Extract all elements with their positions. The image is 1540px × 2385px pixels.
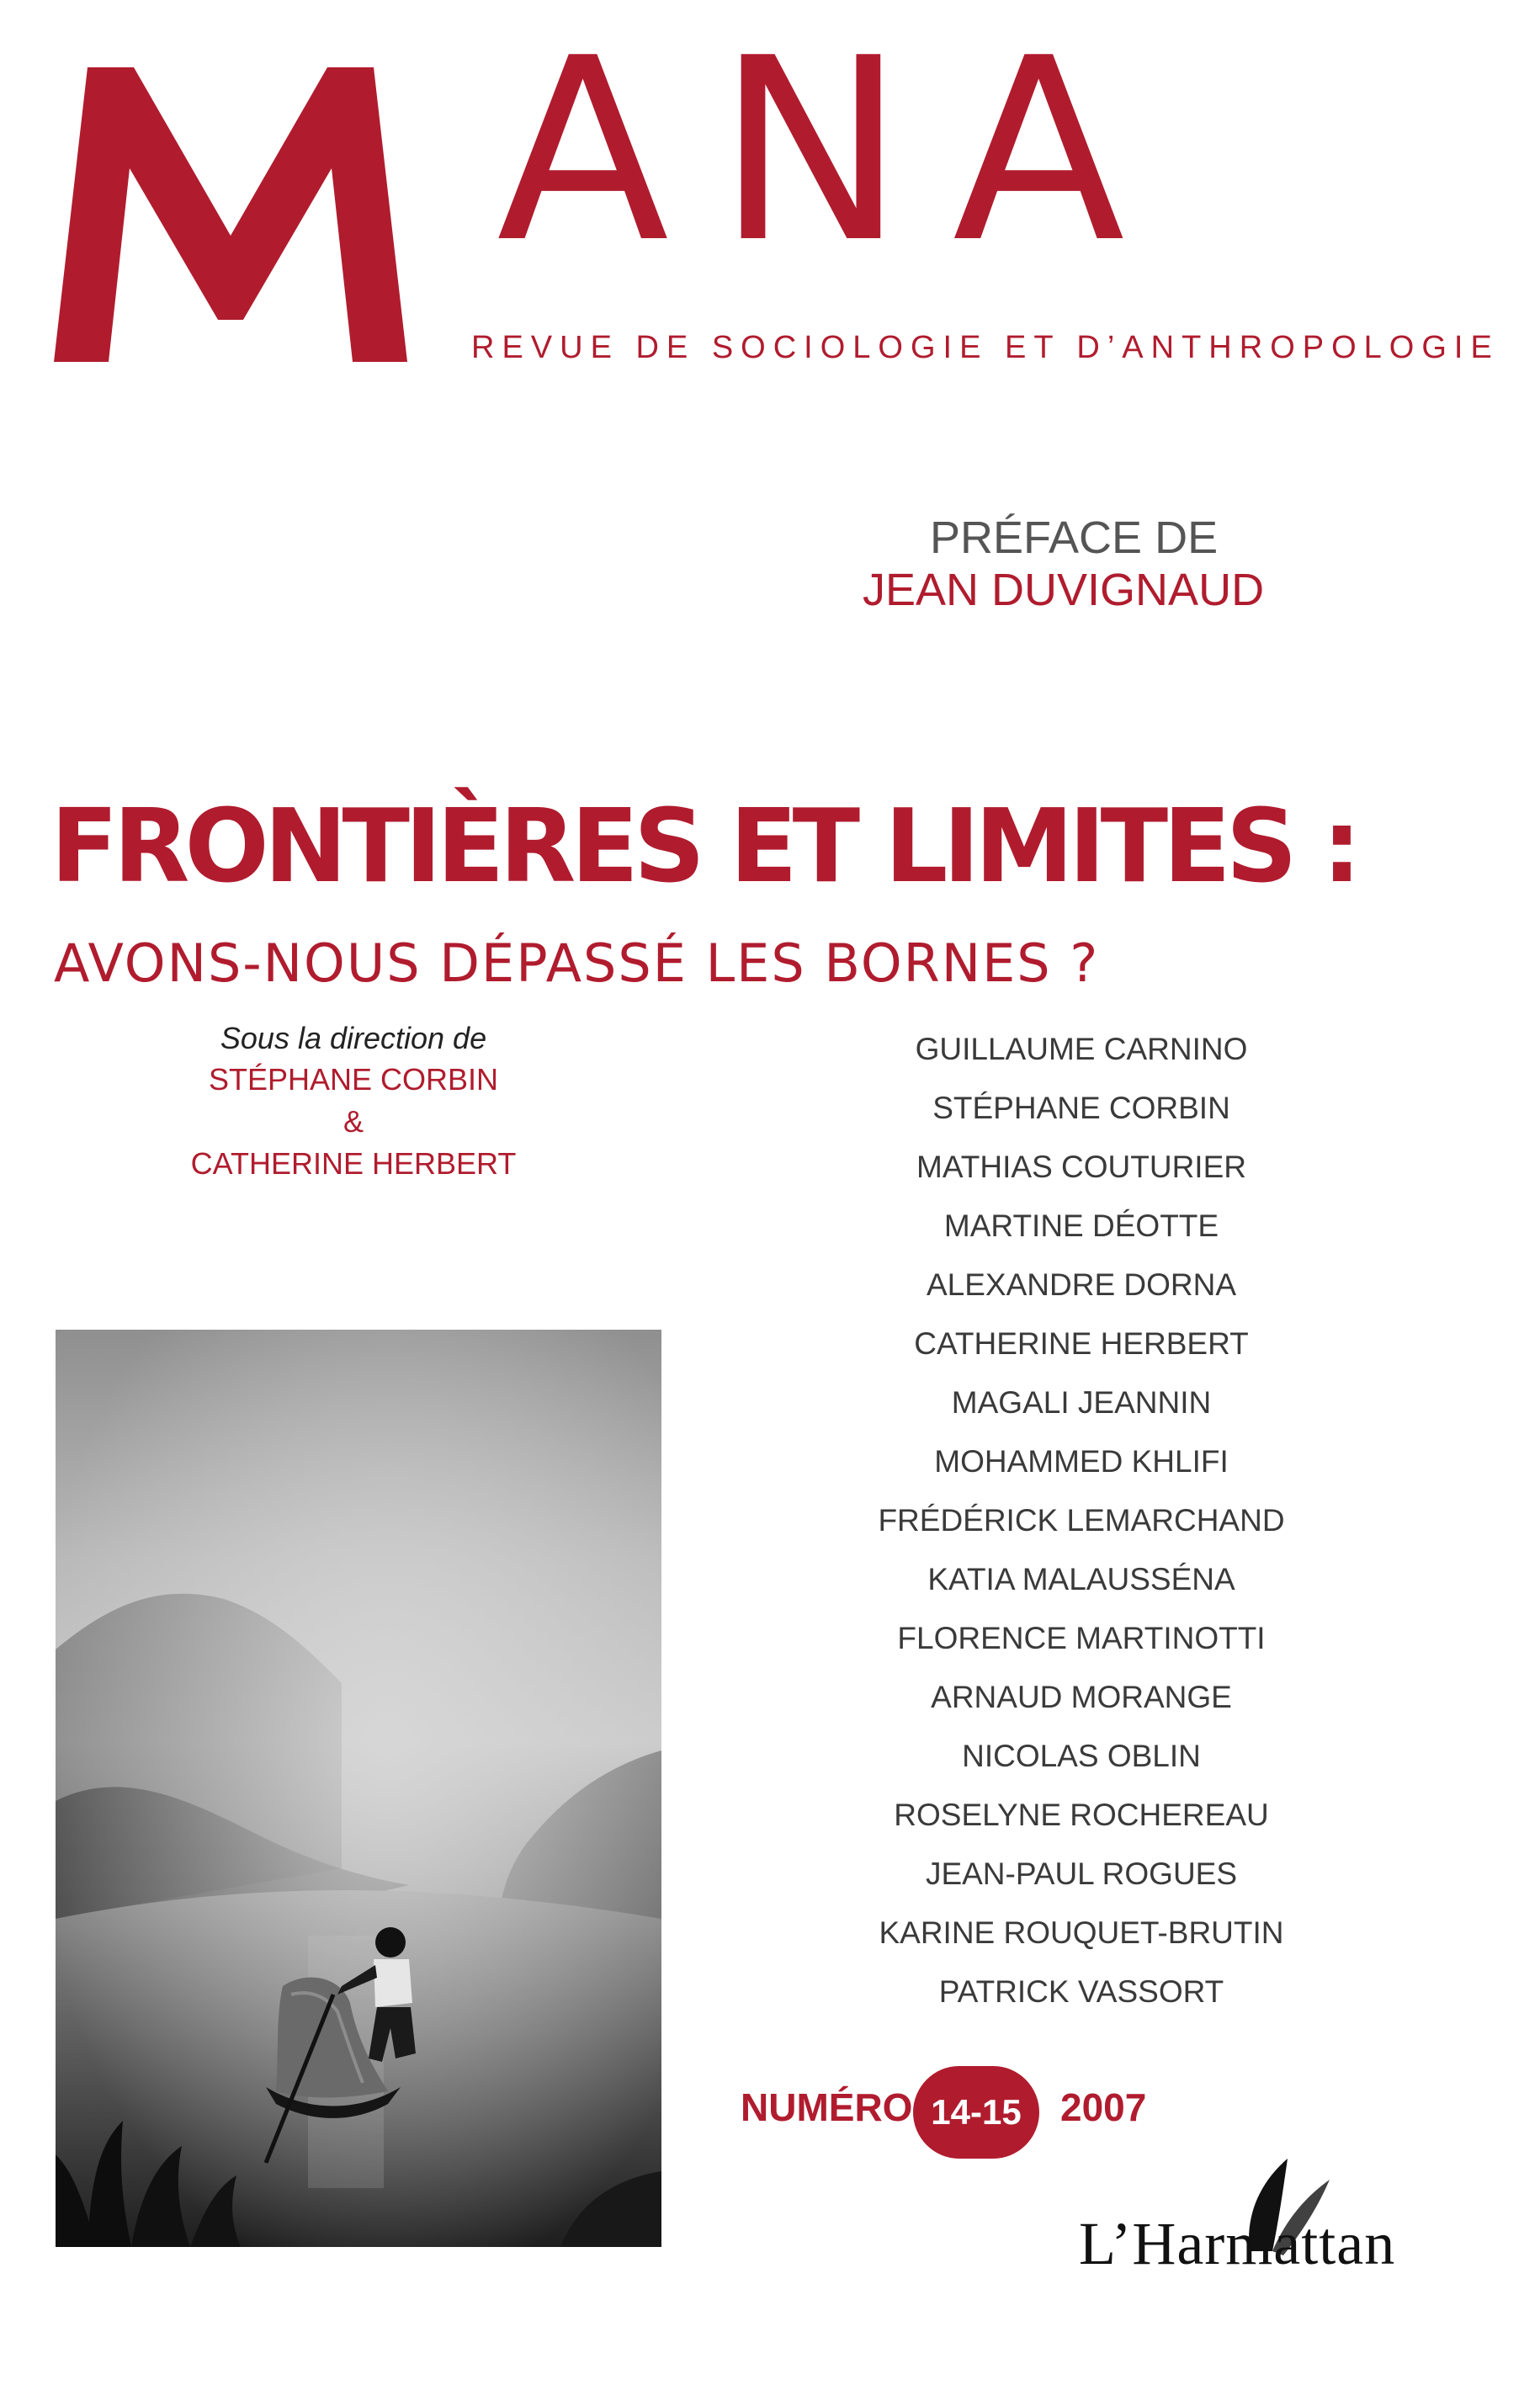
contributor-name: MARTINE DÉOTTE	[943, 1208, 1219, 1243]
issue-year: 2007	[1060, 2085, 1147, 2129]
editor-connector: &	[343, 1104, 364, 1139]
editors-intro: Sous la direction de	[220, 1021, 487, 1055]
contributor-name: KARINE ROUQUET-BRUTIN	[879, 1915, 1284, 1950]
contributor-name: CATHERINE HERBERT	[914, 1326, 1249, 1361]
contributor-name: FRÉDÉRICK LEMARCHAND	[878, 1503, 1285, 1538]
issue-number-badge	[913, 2066, 1039, 2159]
contributor-name: FLORENCE MARTINOTTI	[897, 1621, 1266, 1655]
issue-subtitle: AVONS-NOUS DÉPASSÉ LES BORNES ?	[54, 932, 1100, 994]
contributor-name: ARNAUD MORANGE	[931, 1680, 1232, 1714]
contributor-name: ALEXANDRE DORNA	[926, 1267, 1237, 1302]
editor-name: STÉPHANE CORBIN	[208, 1062, 499, 1097]
contributor-name: ROSELYNE ROCHEREAU	[894, 1798, 1269, 1832]
contributor-name: PATRICK VASSORT	[938, 1974, 1224, 2009]
contributor-name: STÉPHANE CORBIN	[932, 1091, 1230, 1125]
issue-label: NUMÉRO	[741, 2085, 913, 2129]
publisher-name: L’Harmattan	[1079, 2210, 1396, 2277]
contributor-name: MOHAMMED KHLIFI	[934, 1444, 1229, 1479]
logo-m-letter	[54, 67, 407, 362]
editor-name: CATHERINE HERBERT	[190, 1146, 517, 1181]
issue-number: 14-15	[931, 2092, 1022, 2132]
issue-title: FRONTIÈRES ET LIMITES :	[50, 787, 1357, 906]
editors-block	[135, 1018, 572, 1185]
contributor-name: KATIA MALAUSSÉNA	[927, 1562, 1235, 1596]
contributor-name: JEAN-PAUL ROGUES	[925, 1856, 1238, 1891]
cover-photo	[56, 1330, 661, 2247]
journal-subtitle: REVUE DE SOCIOLOGIE ET D’ANTHROPOLOGIE	[471, 330, 1500, 365]
contributor-name: NICOLAS OBLIN	[962, 1739, 1201, 1773]
logo-ana-letters: ANA	[497, 4, 1172, 298]
contributors-list	[829, 1020, 1334, 2021]
contributor-name: MAGALI JEANNIN	[951, 1385, 1212, 1420]
contributor-name: MATHIAS COUTURIER	[916, 1150, 1246, 1184]
preface-label: PRÉFACE DE	[930, 513, 1219, 563]
contributor-name: GUILLAUME CARNINO	[915, 1032, 1248, 1066]
preface-author: JEAN DUVIGNAUD	[863, 565, 1265, 615]
